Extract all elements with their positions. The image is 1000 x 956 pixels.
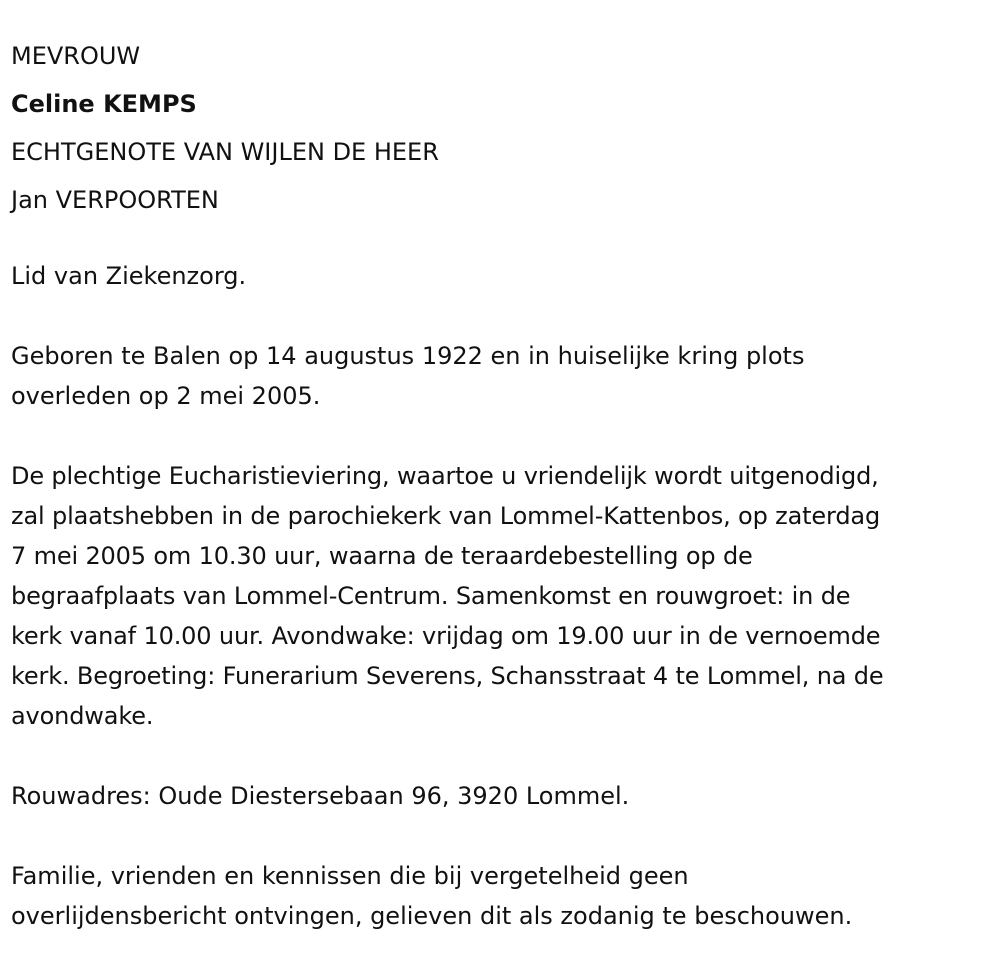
obituary-document bbox=[11, 0, 996, 936]
membership-text: Lid van Ziekenzorg. bbox=[11, 262, 247, 290]
membership-paragraph bbox=[11, 256, 996, 296]
family-note-paragraph bbox=[11, 856, 996, 936]
service-line: kerk. Begroeting: Funerarium Severens, Schansstraat 4 te Lommel, na de bbox=[11, 662, 884, 690]
service-line: avondwake. bbox=[11, 702, 154, 730]
service-line: begraafplaats van Lommel-Centrum. Samenkomst en rouwgroet: in de bbox=[11, 582, 851, 610]
relation-label: ECHTGENOTE VAN WIJLEN DE HEER bbox=[11, 138, 439, 166]
family-note-line: overlijdensbericht ontvingen, gelieven dit als zodanig te beschouwen. bbox=[11, 902, 853, 930]
service-line: De plechtige Eucharistieviering, waartoe u vriendelijk wordt uitgenodigd, bbox=[11, 462, 879, 490]
deceased-name: Celine KEMPS bbox=[11, 90, 197, 118]
family-note-line: Familie, vrienden en kennissen die bij vergetelheid geen bbox=[11, 862, 689, 890]
birth-death-line: overleden op 2 mei 2005. bbox=[11, 382, 321, 410]
birth-death-paragraph bbox=[11, 336, 996, 416]
birth-death-line: Geboren te Balen op 14 augustus 1922 en in huiselijke kring plots bbox=[11, 342, 805, 370]
service-line: 7 mei 2005 om 10.30 uur, waarna de teraardebestelling op de bbox=[11, 542, 753, 570]
obituary-header bbox=[11, 0, 996, 224]
service-paragraph bbox=[11, 456, 996, 736]
mourning-address-paragraph bbox=[11, 776, 996, 816]
mourning-address: Rouwadres: Oude Diestersebaan 96, 3920 Lommel. bbox=[11, 782, 630, 810]
salutation: MEVROUW bbox=[11, 42, 141, 70]
service-line: zal plaatshebben in de parochiekerk van Lommel-Kattenbos, op zaterdag bbox=[11, 502, 881, 530]
service-line: kerk vanaf 10.00 uur. Avondwake: vrijdag om 19.00 uur in de vernoemde bbox=[11, 622, 881, 650]
spouse-name: Jan VERPOORTEN bbox=[11, 186, 219, 214]
